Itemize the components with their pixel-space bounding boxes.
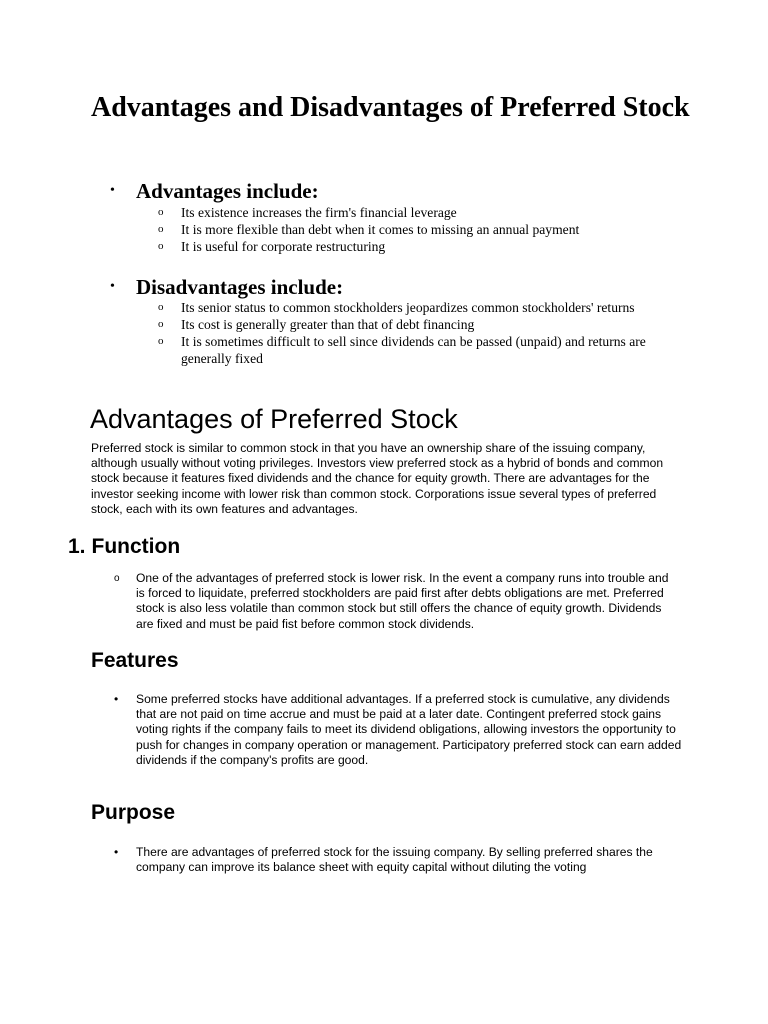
list-item-text: It is sometimes difficult to sell since dividends can be passed (unpaid) and returns are generally fixed: [181, 334, 646, 366]
section-number: 1.: [68, 535, 86, 558]
hollow-bullet-icon: o: [158, 223, 164, 235]
hollow-bullet-icon: o: [114, 573, 120, 584]
disadvantages-heading: Disadvantages include:: [136, 275, 344, 299]
features-text: Some preferred stocks have additional advantages. If a preferred stock is cumulative, any dividends that are not paid on time accrue and must be paid at a later date. Contingent preferred stock gains voting rights if the company fails to meet its dividend obligations, allowing investors the opportunity to push for changes in company operation or management. Participatory preferred stock can earn added dividends if the company's profits are good.: [136, 692, 682, 767]
list-item-text: Its senior status to common stockholders jeopardizes common stockholders' returns: [181, 300, 635, 315]
list-item: [158, 333, 673, 367]
features-item: [114, 692, 684, 768]
function-heading-row: [68, 534, 180, 560]
purpose-item: [114, 845, 684, 875]
bullet-icon: •: [110, 183, 115, 198]
disadvantages-list: [158, 299, 673, 367]
function-text: One of the advantages of preferred stock is lower risk. In the event a company runs into trouble and is forced to liquidate, preferred stockholders are paid first after debts obligations are met. Preferred stock is also less volatile than common stock but still offers the chance of equity growth. Dividends are fixed and must be paid fist before common stock dividends.: [136, 571, 669, 631]
bullet-icon: •: [110, 279, 115, 294]
purpose-text: There are advantages of preferred stock for the issuing company. By selling preferred shares the company can improve its balance sheet with equity capital without diluting the voting: [136, 845, 653, 875]
advantages-list: [158, 204, 678, 255]
hollow-bullet-icon: o: [158, 240, 164, 252]
list-item-text: Its cost is generally greater than that of debt financing: [181, 317, 475, 332]
bullet-icon: •: [114, 845, 119, 859]
section-title: Advantages of Preferred Stock: [90, 404, 458, 434]
list-item: [158, 221, 678, 238]
list-item: [158, 316, 673, 333]
bullet-icon: •: [114, 692, 119, 706]
hollow-bullet-icon: o: [158, 206, 164, 218]
list-item: [158, 238, 678, 255]
hollow-bullet-icon: o: [158, 318, 164, 330]
list-item: [158, 204, 678, 221]
advantages-heading: Advantages include:: [136, 179, 319, 203]
list-item: [158, 299, 673, 316]
hollow-bullet-icon: o: [158, 301, 164, 313]
document-title: Advantages and Disadvantages of Preferred Stock: [91, 92, 690, 123]
function-item: [114, 571, 676, 632]
section-intro: Preferred stock is similar to common stock in that you have an ownership share of the issuing company, although usually without voting privileges. Investors view preferred stock as a hybrid of bonds and common stock because it features fixed dividends and the chance for equity growth. There are advantages for the investor seeking income with lower risk than common stock. Corporations issue several types of preferred stock, each with its own features and advantages.: [91, 441, 664, 516]
function-heading: Function: [91, 535, 181, 558]
list-item-text: It is more flexible than debt when it comes to missing an annual payment: [181, 222, 580, 237]
list-item-text: Its existence increases the firm's financial leverage: [181, 205, 457, 220]
features-heading: Features: [91, 649, 179, 672]
hollow-bullet-icon: o: [158, 335, 164, 347]
list-item-text: It is useful for corporate restructuring: [181, 239, 386, 254]
purpose-heading: Purpose: [91, 801, 176, 824]
